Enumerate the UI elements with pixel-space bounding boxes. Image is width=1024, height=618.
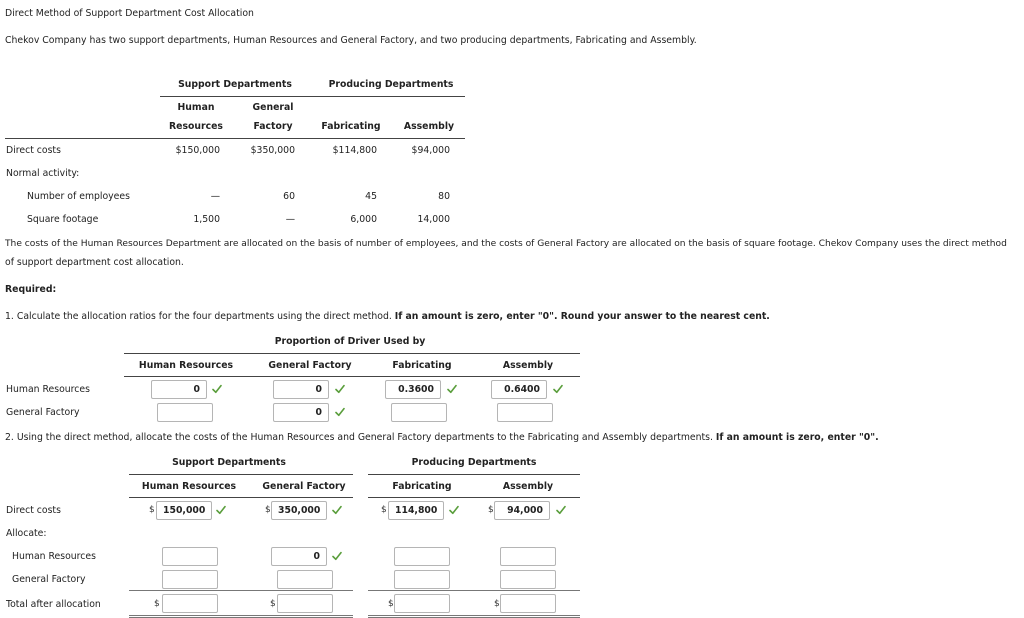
employees-gf: 60 (283, 191, 295, 202)
q2-direct-gf-input[interactable] (271, 501, 327, 520)
q2-support-header: Support Departments (172, 457, 286, 468)
q1-row-hr-label: Human Resources (6, 384, 90, 395)
currency-symbol: $ (154, 599, 160, 609)
check-icon (449, 505, 459, 515)
q2-header-gf: General Factory (262, 481, 346, 492)
q1-header-hr: Human Resources (138, 360, 234, 371)
check-icon (212, 384, 222, 394)
q1-header-fab: Fabricating (392, 360, 452, 371)
currency-symbol: $ (388, 599, 394, 609)
q2-total-fab-input[interactable] (394, 594, 450, 613)
q2-alloc-gf-hr-input[interactable] (162, 570, 218, 589)
employees-asm: 80 (438, 191, 450, 202)
q2-direct-hr-input[interactable] (156, 501, 212, 520)
q2-instructions: 2. Using the direct method, allocate the costs of the Human Resources and General Factory departments to the Fabricating and Assembly departments. If an amount is zero, enter "0". (5, 432, 879, 443)
q2-alloc-gf-fab-input[interactable] (394, 570, 450, 589)
check-icon (332, 505, 342, 515)
row-direct-costs-label: Direct costs (6, 145, 61, 156)
check-icon (332, 551, 342, 561)
q2-alloc-hr-hr-input[interactable] (162, 547, 218, 566)
q1-gf-asm-input[interactable] (497, 403, 553, 422)
q1-hr-hr-input[interactable] (151, 380, 207, 399)
direct-costs-asm: $94,000 (411, 145, 450, 156)
q1-hr-gf-input[interactable] (273, 380, 329, 399)
q1-gf-fab-input[interactable] (391, 403, 447, 422)
col-hr-line1: Human (177, 102, 215, 113)
employees-fab: 45 (365, 191, 377, 202)
footage-asm: 14,000 (417, 214, 450, 225)
support-departments-header: Support Departments (178, 79, 292, 90)
q1-hr-asm-input[interactable] (491, 380, 547, 399)
q1-hr-fab-input[interactable] (385, 380, 441, 399)
q2-row-direct-costs-label: Direct costs (6, 505, 61, 516)
currency-symbol: $ (381, 505, 387, 515)
q2-alloc-hr-fab-input[interactable] (394, 547, 450, 566)
currency-symbol: $ (494, 599, 500, 609)
row-employees-label: Number of employees (27, 191, 130, 202)
description-line2: of support department cost allocation. (5, 257, 184, 268)
direct-costs-hr: $150,000 (175, 145, 220, 156)
check-icon (335, 407, 345, 417)
q2-row-gf-label: General Factory (12, 574, 86, 585)
q1-group-header: Proportion of Driver Used by (274, 336, 426, 347)
intro-text: Chekov Company has two support departments, Human Resources and General Factory, and two producing departments, Fabricating and Assembly. (5, 35, 697, 46)
producing-departments-header: Producing Departments (328, 79, 454, 90)
col-gf-line2: Factory (253, 121, 293, 132)
q1-gf-hr-input[interactable] (157, 403, 213, 422)
direct-costs-fab: $114,800 (332, 145, 377, 156)
q1-gf-gf-input[interactable] (273, 403, 329, 422)
currency-symbol: $ (270, 599, 276, 609)
q2-alloc-hr-asm-input[interactable] (500, 547, 556, 566)
q2-alloc-gf-asm-input[interactable] (500, 570, 556, 589)
q2-producing-header: Producing Departments (411, 457, 537, 468)
check-icon (556, 505, 566, 515)
employees-hr: — (210, 191, 220, 202)
q2-total-gf-input[interactable] (277, 594, 333, 613)
q2-direct-fab-input[interactable] (388, 501, 444, 520)
q1-row-gf-label: General Factory (6, 407, 80, 418)
col-assembly: Assembly (403, 121, 455, 132)
check-icon (447, 384, 457, 394)
direct-costs-gf: $350,000 (250, 145, 295, 156)
q2-header-asm: Assembly (502, 481, 554, 492)
check-icon (216, 505, 226, 515)
check-icon (553, 384, 563, 394)
required-heading: Required: (5, 284, 57, 295)
currency-symbol: $ (149, 505, 155, 515)
currency-symbol: $ (488, 505, 494, 515)
q2-total-asm-input[interactable] (500, 594, 556, 613)
q2-row-hr-label: Human Resources (12, 551, 96, 562)
check-icon (335, 384, 345, 394)
footage-hr: 1,500 (193, 214, 220, 225)
q2-row-allocate-label: Allocate: (6, 528, 47, 539)
row-footage-label: Square footage (27, 214, 99, 225)
footage-fab: 6,000 (350, 214, 377, 225)
q2-header-fab: Fabricating (392, 481, 452, 492)
col-hr-line2: Resources (169, 121, 223, 132)
description-line1: The costs of the Human Resources Department are allocated on the basis of number of employees, and the costs of General Factory are allocated on the basis of square footage. Chekov Company uses the direct method (5, 239, 1007, 249)
q2-alloc-gf-gf-input[interactable] (277, 570, 333, 589)
footage-gf: — (285, 214, 295, 225)
col-fabricating: Fabricating (321, 121, 381, 132)
q2-header-hr: Human Resources (141, 481, 237, 492)
q1-instructions: 1. Calculate the allocation ratios for the four departments using the direct method. If an amount is zero, enter "0". Round your answer to the nearest cent. (5, 311, 770, 322)
col-gf-line1: General (252, 102, 294, 113)
q1-header-gf: General Factory (268, 360, 352, 371)
q2-direct-asm-input[interactable] (494, 501, 550, 520)
page-title: Direct Method of Support Department Cost Allocation (5, 8, 254, 19)
q2-alloc-hr-gf-input[interactable] (271, 547, 327, 566)
row-normal-activity-label: Normal activity: (6, 168, 80, 179)
q1-header-asm: Assembly (502, 360, 554, 371)
currency-symbol: $ (265, 505, 271, 515)
q2-total-hr-input[interactable] (162, 594, 218, 613)
q2-row-total-label: Total after allocation (6, 599, 101, 610)
